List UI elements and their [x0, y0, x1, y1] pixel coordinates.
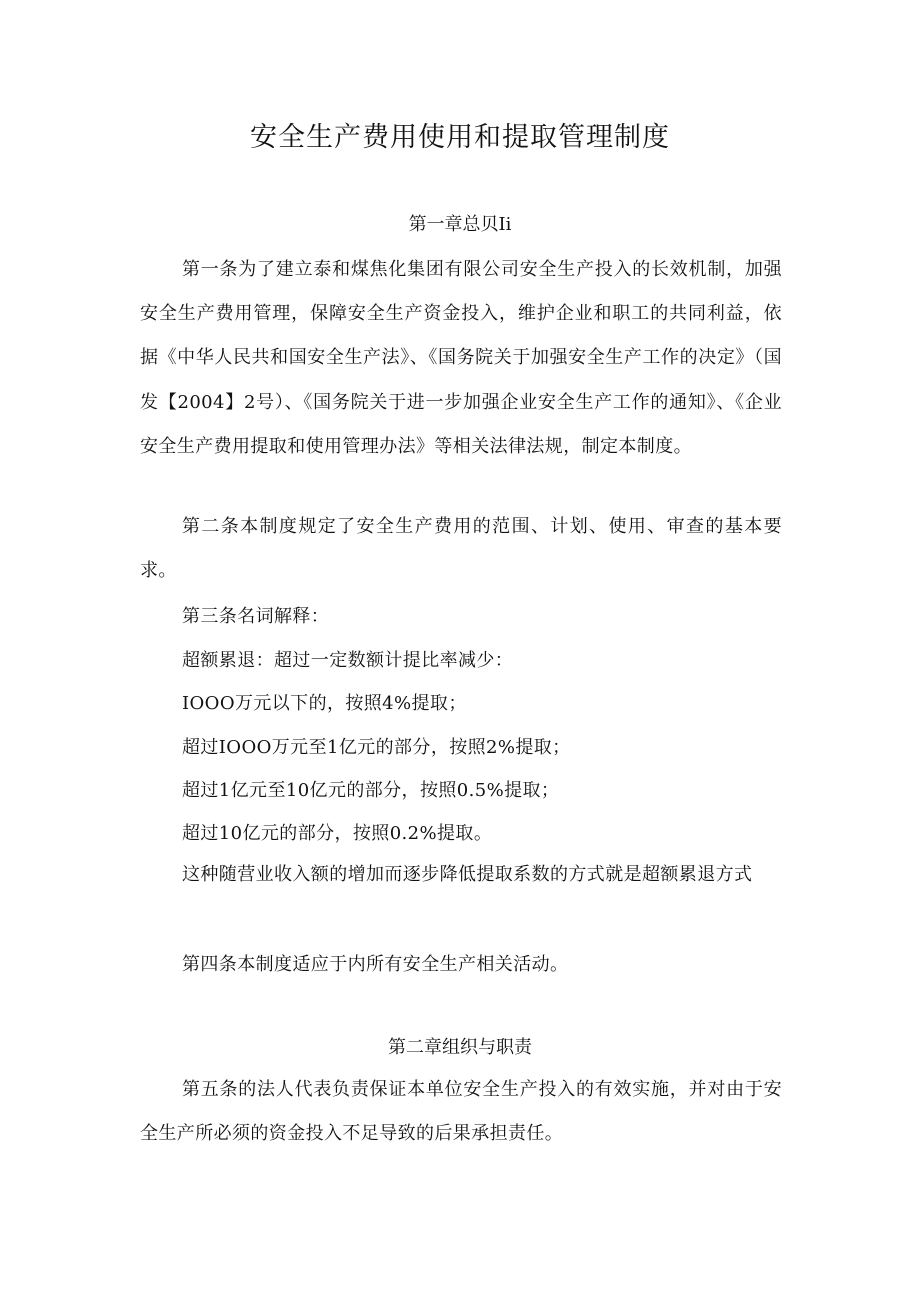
article-4-paragraph: 第四条本制度适应于内所有安全生产相关活动。 [182, 954, 569, 975]
rate-tier-2: 超过IOOO万元至1亿元的部分，按照2%提取； [182, 737, 571, 758]
chapter-1-heading: 第一章总贝Ii [408, 214, 512, 235]
definition-line: 超额累退：超过一定数额计提比率减少： [182, 650, 514, 671]
rate-tier-4: 超过10亿元的部分，按照0.2%提取。 [182, 823, 493, 844]
article-5-paragraph: 第五条的法人代表负责保证本单位安全生产投入的有效实施，并对由于安全生产所必须的资金投入不足导致的后果承担责任。 [140, 1079, 782, 1145]
rate-tier-3: 超过1亿元至10亿元的部分，按照0.5%提取； [182, 780, 560, 801]
rate-tier-1: IOOO万元以下的，按照4%提取； [182, 693, 467, 714]
summary-paragraph: 这种随营业收入额的增加而逐步降低提取系数的方式就是超额累退方式 [182, 864, 753, 885]
chapter-2-heading: 第二章组织与职责 [388, 1037, 532, 1058]
article-1-paragraph: 第一条为了建立泰和煤焦化集团有限公司安全生产投入的长效机制，加强安全生产费用管理，保障安全生产资金投入，维护企业和职工的共同利益，依据《中华人民共和国安全生产法》、《国务院关于加强安全生产工作的决定》（国发【2004】2号）、《国务院关于进一步加强企业安全生产工作的通知》、《企业安全生产费用提取和使用管理办法》等相关法律法规，制定本制度。 [140, 259, 782, 457]
article-2-paragraph: 第二条本制度规定了安全生产费用的范围、计划、使用、审查的基本要求。 [140, 516, 782, 582]
document-title: 安全生产费用使用和提取管理制度 [250, 122, 670, 153]
article-3-heading: 第三条名词解释： [182, 606, 330, 627]
